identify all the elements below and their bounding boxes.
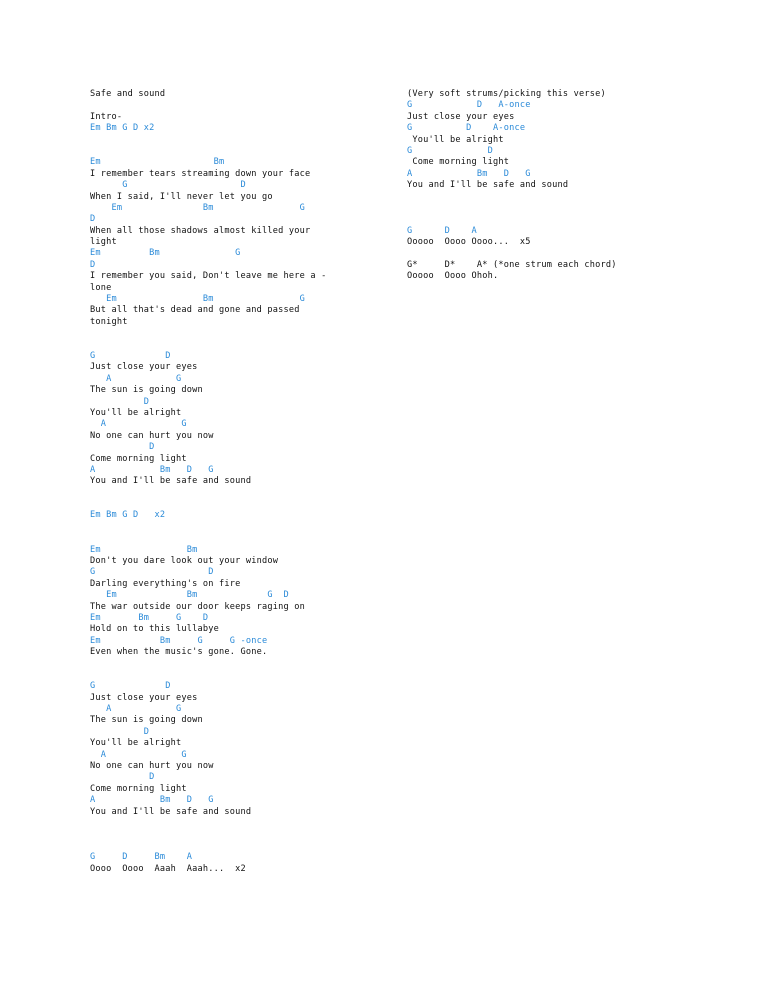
lyric-line: tonight bbox=[90, 316, 128, 327]
chord-line: Em Bm G G -once bbox=[90, 635, 268, 646]
lyric-line: I remember tears streaming down your face bbox=[90, 168, 311, 179]
chord-line: A Bm D G bbox=[90, 795, 214, 806]
chord-line: Em Bm G bbox=[90, 202, 305, 213]
blank-line bbox=[407, 192, 747, 203]
chord-line: G D bbox=[90, 180, 246, 191]
left-column bbox=[90, 89, 390, 875]
lyric-line: Just close your eyes bbox=[407, 111, 515, 122]
lyric-line: You and I'll be safe and sound bbox=[407, 180, 569, 191]
chord-line: G D bbox=[90, 350, 171, 361]
blank-line bbox=[90, 340, 390, 351]
blank-line bbox=[90, 522, 390, 533]
chord-line: G D bbox=[90, 681, 171, 692]
lyric-line: Come morning light bbox=[90, 453, 187, 464]
lyric-line: You and I'll be safe and sound bbox=[90, 476, 252, 487]
chord-line: D bbox=[90, 214, 96, 225]
chord-line: A G bbox=[90, 419, 187, 430]
lyric-line: Come morning light bbox=[407, 157, 510, 168]
blank-line bbox=[407, 203, 747, 214]
blank-line bbox=[90, 488, 390, 499]
lyric-line: Just close your eyes bbox=[90, 692, 198, 703]
lyric-line: The war outside our door keeps raging on bbox=[90, 601, 305, 612]
blank-line bbox=[90, 829, 390, 840]
chord-line: Em Bm G D bbox=[90, 590, 289, 601]
blank-line bbox=[90, 499, 390, 510]
lyric-line: (Very soft strums/picking this verse) bbox=[407, 89, 606, 99]
chord-line: A G bbox=[90, 373, 182, 384]
lyric-line: When I said, I'll never let you go bbox=[90, 191, 273, 202]
lyric-line: You'll be alright bbox=[90, 407, 182, 418]
chord-line: Em Bm bbox=[90, 544, 198, 555]
lyric-line: Come morning light bbox=[90, 783, 187, 794]
lyric-line: G* D* A* (*one strum each chord) bbox=[407, 259, 617, 270]
chord-line: Em Bm bbox=[90, 157, 225, 168]
chord-line: A G bbox=[90, 749, 187, 760]
chord-line: A Bm D G bbox=[407, 168, 531, 179]
chord-line: D bbox=[90, 396, 150, 407]
chord-line: D bbox=[90, 772, 155, 783]
chord-line: G D A-once bbox=[407, 100, 531, 111]
blank-line bbox=[90, 818, 390, 829]
blank-line bbox=[407, 248, 747, 259]
lyric-line: Oooo Oooo Aaah Aaah... x2 bbox=[90, 863, 246, 874]
lyric-line: You'll be alright bbox=[90, 738, 182, 749]
blank-line bbox=[90, 100, 390, 111]
blank-line bbox=[90, 146, 390, 157]
chord-line: Em Bm G bbox=[90, 248, 241, 259]
lyric-line: lone bbox=[90, 282, 112, 293]
chord-line: G D bbox=[407, 145, 493, 156]
chord-line: Em Bm G bbox=[90, 294, 305, 305]
lyric-line: Safe and sound bbox=[90, 89, 166, 99]
lyric-line: When all those shadows almost killed your bbox=[90, 225, 311, 236]
lyric-line: Hold on to this lullabye bbox=[90, 624, 219, 635]
blank-line bbox=[90, 328, 390, 339]
lyric-line: The sun is going down bbox=[90, 715, 203, 726]
blank-line bbox=[90, 659, 390, 670]
lyric-line: No one can hurt you now bbox=[90, 430, 214, 441]
lyric-line: Just close your eyes bbox=[90, 362, 198, 373]
lyric-line: light bbox=[90, 237, 117, 248]
chord-line: Em Bm G D x2 bbox=[90, 123, 155, 134]
lyric-line: You and I'll be safe and sound bbox=[90, 806, 252, 817]
right-column bbox=[407, 89, 747, 283]
blank-line bbox=[90, 533, 390, 544]
chord-line: Em Bm G D x2 bbox=[90, 510, 166, 521]
chord-line: G D bbox=[90, 567, 214, 578]
lyric-line: No one can hurt you now bbox=[90, 761, 214, 772]
chord-line: G D A bbox=[407, 225, 477, 236]
lyric-line: Even when the music's gone. Gone. bbox=[90, 647, 268, 658]
lyric-line: Ooooo Oooo Ohoh. bbox=[407, 271, 499, 282]
lyric-line: Intro- bbox=[90, 111, 123, 122]
chord-line: A G bbox=[90, 704, 182, 715]
chord-line: D bbox=[90, 726, 150, 737]
chord-line: G D A-once bbox=[407, 123, 526, 134]
chord-line: A Bm D G bbox=[90, 464, 214, 475]
chord-line: G D Bm A bbox=[90, 852, 193, 863]
lyric-line: You'll be alright bbox=[407, 134, 504, 145]
lyric-line: The sun is going down bbox=[90, 385, 203, 396]
chord-line: Em Bm G D bbox=[90, 612, 209, 623]
chord-line: D bbox=[90, 442, 155, 453]
chord-line: D bbox=[90, 259, 96, 270]
blank-line bbox=[407, 214, 747, 225]
blank-line bbox=[90, 135, 390, 146]
lyric-line: But all that's dead and gone and passed bbox=[90, 305, 300, 316]
lyric-line: I remember you said, Don't leave me here a - bbox=[90, 271, 327, 282]
lyric-line: Darling everything's on fire bbox=[90, 578, 241, 589]
lyric-line: Ooooo Oooo Oooo... x5 bbox=[407, 237, 531, 248]
lyric-line: Don't you dare look out your window bbox=[90, 556, 279, 567]
blank-line bbox=[90, 670, 390, 681]
blank-line bbox=[90, 841, 390, 852]
